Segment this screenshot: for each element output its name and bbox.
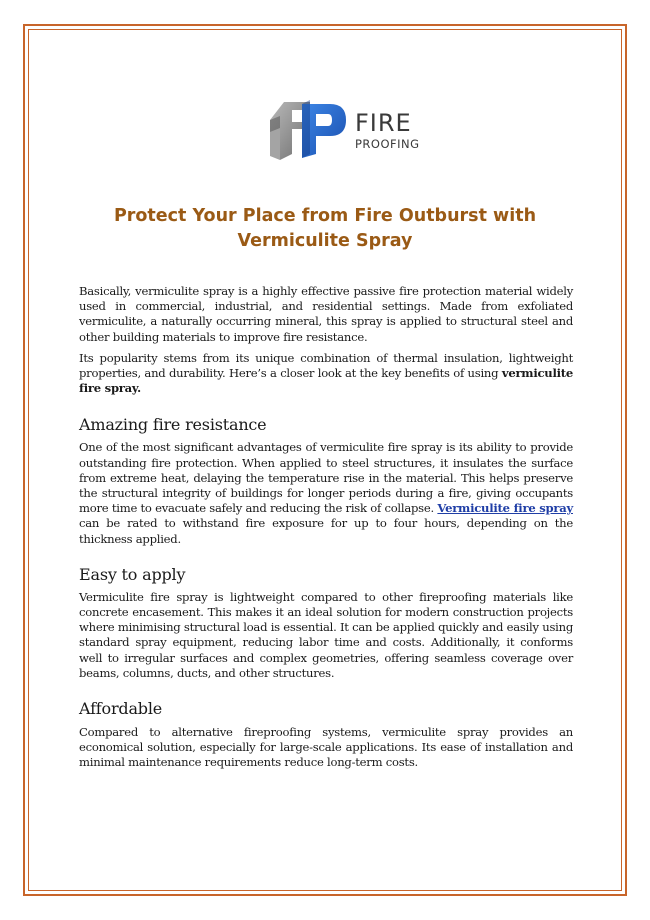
page-title: Protect Your Place from Fire Outburst with Vermiculite Spray xyxy=(113,206,537,251)
intro-paragraph-2: Its popularity stems from its unique combination of thermal insulation, lightweight properties, and durability. Here’s a closer look at the key benefits of using vermiculite fire spray. xyxy=(79,350,573,396)
article-body xyxy=(79,284,573,771)
intro-paragraph: Basically, vermiculite spray is a highly effective passive fire protection material widely used in commercial, industrial, and residential settings. Made from exfoliated vermiculite, a naturally occurring mineral, this spray is applied to structural steel and other building materials to improve fire resistance. xyxy=(79,284,573,344)
logo-wordmark xyxy=(355,110,420,151)
logo-word-proofing: PROOFING xyxy=(355,137,420,151)
logo-word-fire: FIRE xyxy=(355,109,412,137)
vermiculite-fire-spray-link[interactable]: Vermiculite fire spray xyxy=(437,501,573,516)
section-heading: Affordable xyxy=(79,699,163,719)
section-heading: Amazing fire resistance xyxy=(79,415,267,435)
section-heading: Easy to apply xyxy=(79,564,186,584)
section-paragraph: Vermiculite fire spray is lightweight compared to other fireproofing materials like concrete encasement. This makes it an ideal solution for modern construction projects where minimising structural load is essential. It can be applied quickly and easily using standard spray equipment, reducing labor time and costs. Additionally, it conforms well to irregular surfaces and complex geometries, offering seamless coverage over beams, columns, ducts, and other structures. xyxy=(79,589,574,680)
section-paragraph: One of the most significant advantages of vermiculite fire spray is its ability to provide outstanding fire protection. When applied to steel structures, it insulates the surface from extreme heat, delaying the temperature rise in the material. This helps preserve the structural integrity of buildings for longer periods during a fire, giving occupants more time to evacuate safely and reducing the risk of collapse. Vermiculite fire spray can be rated to withstand fire exposure for up to four hours, depending on the thickness applied. xyxy=(79,440,573,546)
section-paragraph: Compared to alternative fireproofing systems, vermiculite spray provides an economical solution, especially for large-scale applications. Its ease of installation and minimal maintenance requirements reduce long-term costs. xyxy=(79,725,573,770)
bold-keyword: vermiculite fire spray. xyxy=(79,366,573,396)
